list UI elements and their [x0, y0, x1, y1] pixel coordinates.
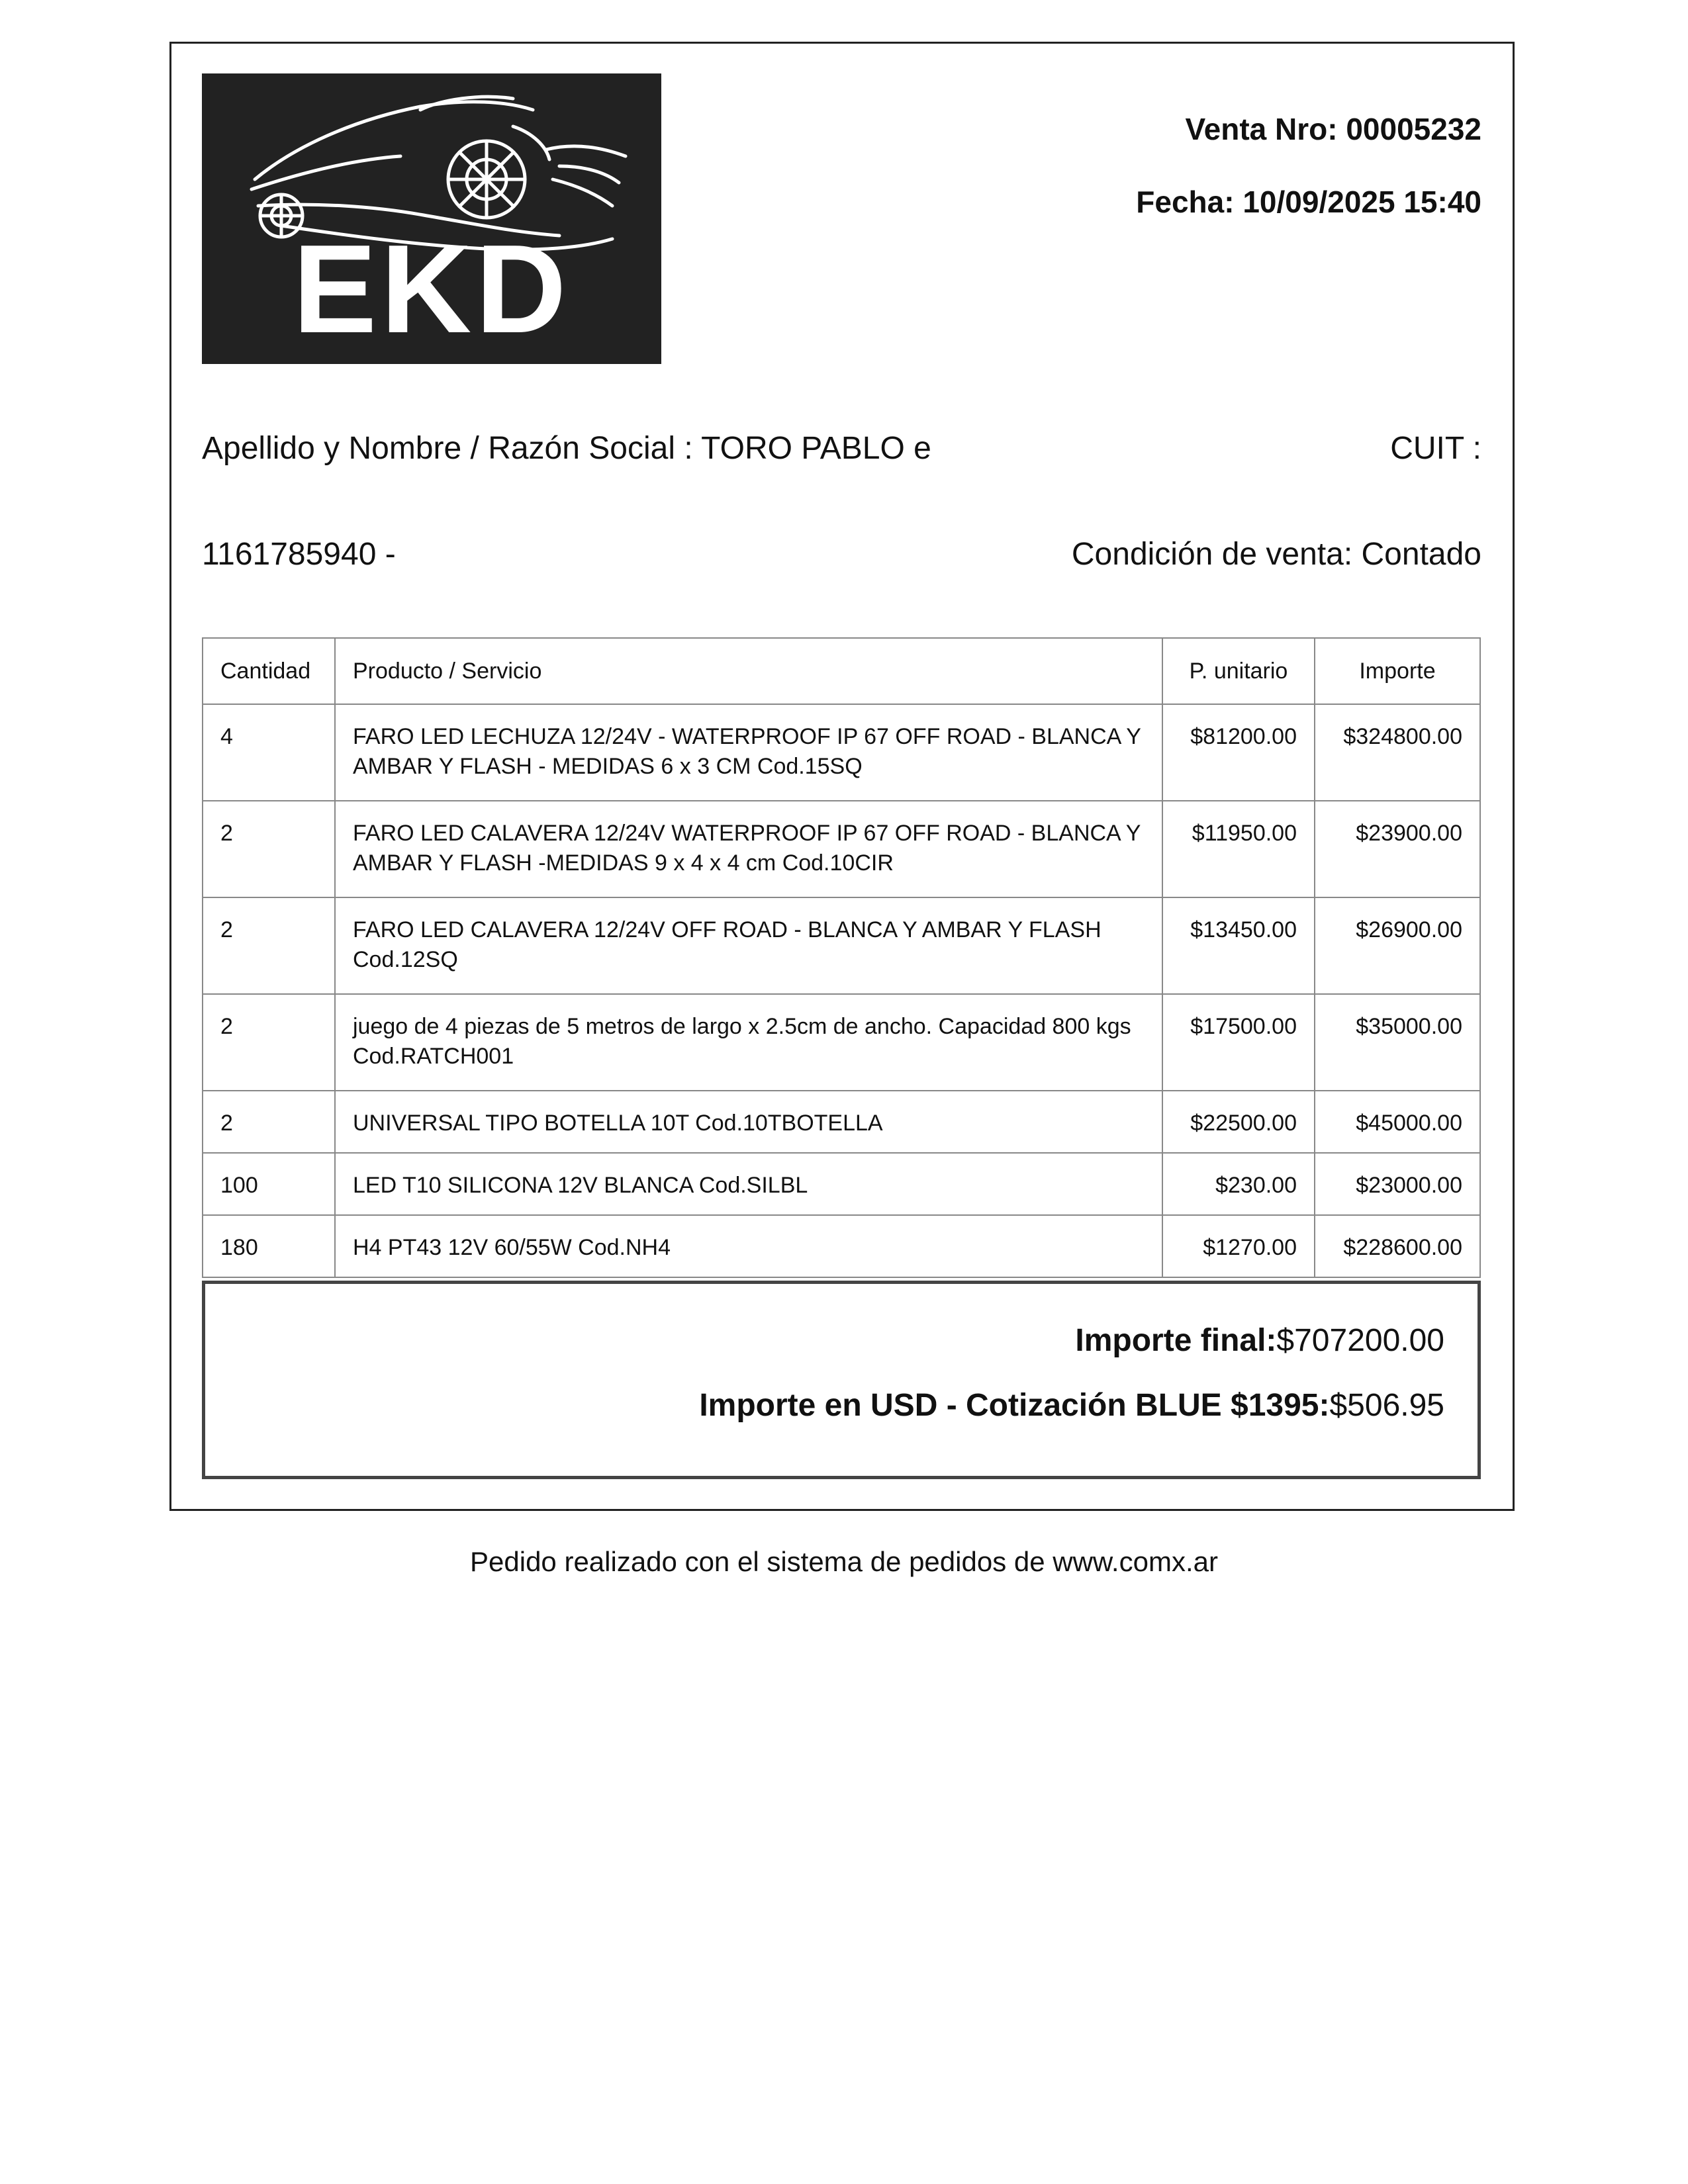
cell-producto: FARO LED CALAVERA 12/24V OFF ROAD - BLANCA Y AMBAR Y FLASH Cod.12SQ: [335, 897, 1162, 994]
usd-amount-value: $506.95: [1329, 1388, 1444, 1423]
header-importe: Importe: [1315, 638, 1480, 704]
cell-importe: $26900.00: [1315, 897, 1480, 994]
cell-producto: FARO LED LECHUZA 12/24V - WATERPROOF IP 67 OFF ROAD - BLANCA Y AMBAR Y FLASH - MEDIDAS 6 x 3 CM Cod.15SQ: [335, 704, 1162, 801]
usd-amount-label: Importe en USD - Cotización BLUE $1395:: [699, 1388, 1330, 1423]
cell-importe: $45000.00: [1315, 1091, 1480, 1153]
cell-producto: LED T10 SILICONA 12V BLANCA Cod.SILBL: [335, 1153, 1162, 1215]
items-table: [202, 637, 1481, 1278]
cell-cantidad: 2: [203, 801, 335, 897]
cell-cantidad: 2: [203, 1091, 335, 1153]
cell-producto: juego de 4 piezas de 5 metros de largo x 2.5cm de ancho. Capacidad 800 kgs Cod.RATCH001: [335, 994, 1162, 1091]
table-row: [203, 1153, 1480, 1215]
table-row: [203, 1091, 1480, 1153]
sale-condition: Condición de venta: Contado: [1071, 537, 1481, 572]
final-amount-label: Importe final:: [1075, 1323, 1277, 1358]
cell-unitario: $81200.00: [1162, 704, 1315, 801]
table-row: [203, 897, 1480, 994]
cell-importe: $324800.00: [1315, 704, 1480, 801]
cell-cantidad: 180: [203, 1215, 335, 1277]
client-phone: 1161785940 -: [202, 537, 396, 572]
cell-cantidad: 2: [203, 897, 335, 994]
client-cuit: CUIT :: [1390, 431, 1481, 466]
cell-unitario: $13450.00: [1162, 897, 1315, 994]
cell-cantidad: 2: [203, 994, 335, 1091]
sale-date: Fecha: 10/09/2025 15:40: [1136, 185, 1481, 219]
sale-number: Venta Nro: 00005232: [1185, 112, 1481, 146]
header-cantidad: Cantidad: [203, 638, 335, 704]
cell-unitario: $230.00: [1162, 1153, 1315, 1215]
table-row: [203, 1215, 1480, 1277]
table-row: [203, 801, 1480, 897]
ekd-logo: [202, 73, 661, 364]
cell-importe: $23000.00: [1315, 1153, 1480, 1215]
table-row: [203, 994, 1480, 1091]
cell-cantidad: 4: [203, 704, 335, 801]
header-producto: Producto / Servicio: [335, 638, 1162, 704]
cell-producto: FARO LED CALAVERA 12/24V WATERPROOF IP 67 OFF ROAD - BLANCA Y AMBAR Y FLASH -MEDIDAS 9 x 4 x 4 cm Cod.10CIR: [335, 801, 1162, 897]
usd-amount: [699, 1390, 1444, 1422]
client-name: Apellido y Nombre / Razón Social : TORO PABLO e: [202, 431, 931, 466]
cell-unitario: $17500.00: [1162, 994, 1315, 1091]
cell-importe: $23900.00: [1315, 801, 1480, 897]
logo-text: EKD: [293, 219, 571, 359]
cell-unitario: $1270.00: [1162, 1215, 1315, 1277]
footer-note: Pedido realizado con el sistema de pedidos de www.comx.ar: [470, 1546, 1218, 1577]
cell-importe: $35000.00: [1315, 994, 1480, 1091]
header-unitario: P. unitario: [1162, 638, 1315, 704]
cell-unitario: $11950.00: [1162, 801, 1315, 897]
table-row: [203, 704, 1480, 801]
cell-importe: $228600.00: [1315, 1215, 1480, 1277]
final-amount: [1075, 1325, 1444, 1357]
cell-cantidad: 100: [203, 1153, 335, 1215]
totals-box: [202, 1281, 1481, 1479]
table-header-row: [203, 638, 1480, 704]
cell-unitario: $22500.00: [1162, 1091, 1315, 1153]
cell-producto: H4 PT43 12V 60/55W Cod.NH4: [335, 1215, 1162, 1277]
cell-producto: UNIVERSAL TIPO BOTELLA 10T Cod.10TBOTELLA: [335, 1091, 1162, 1153]
final-amount-value: $707200.00: [1276, 1323, 1444, 1358]
